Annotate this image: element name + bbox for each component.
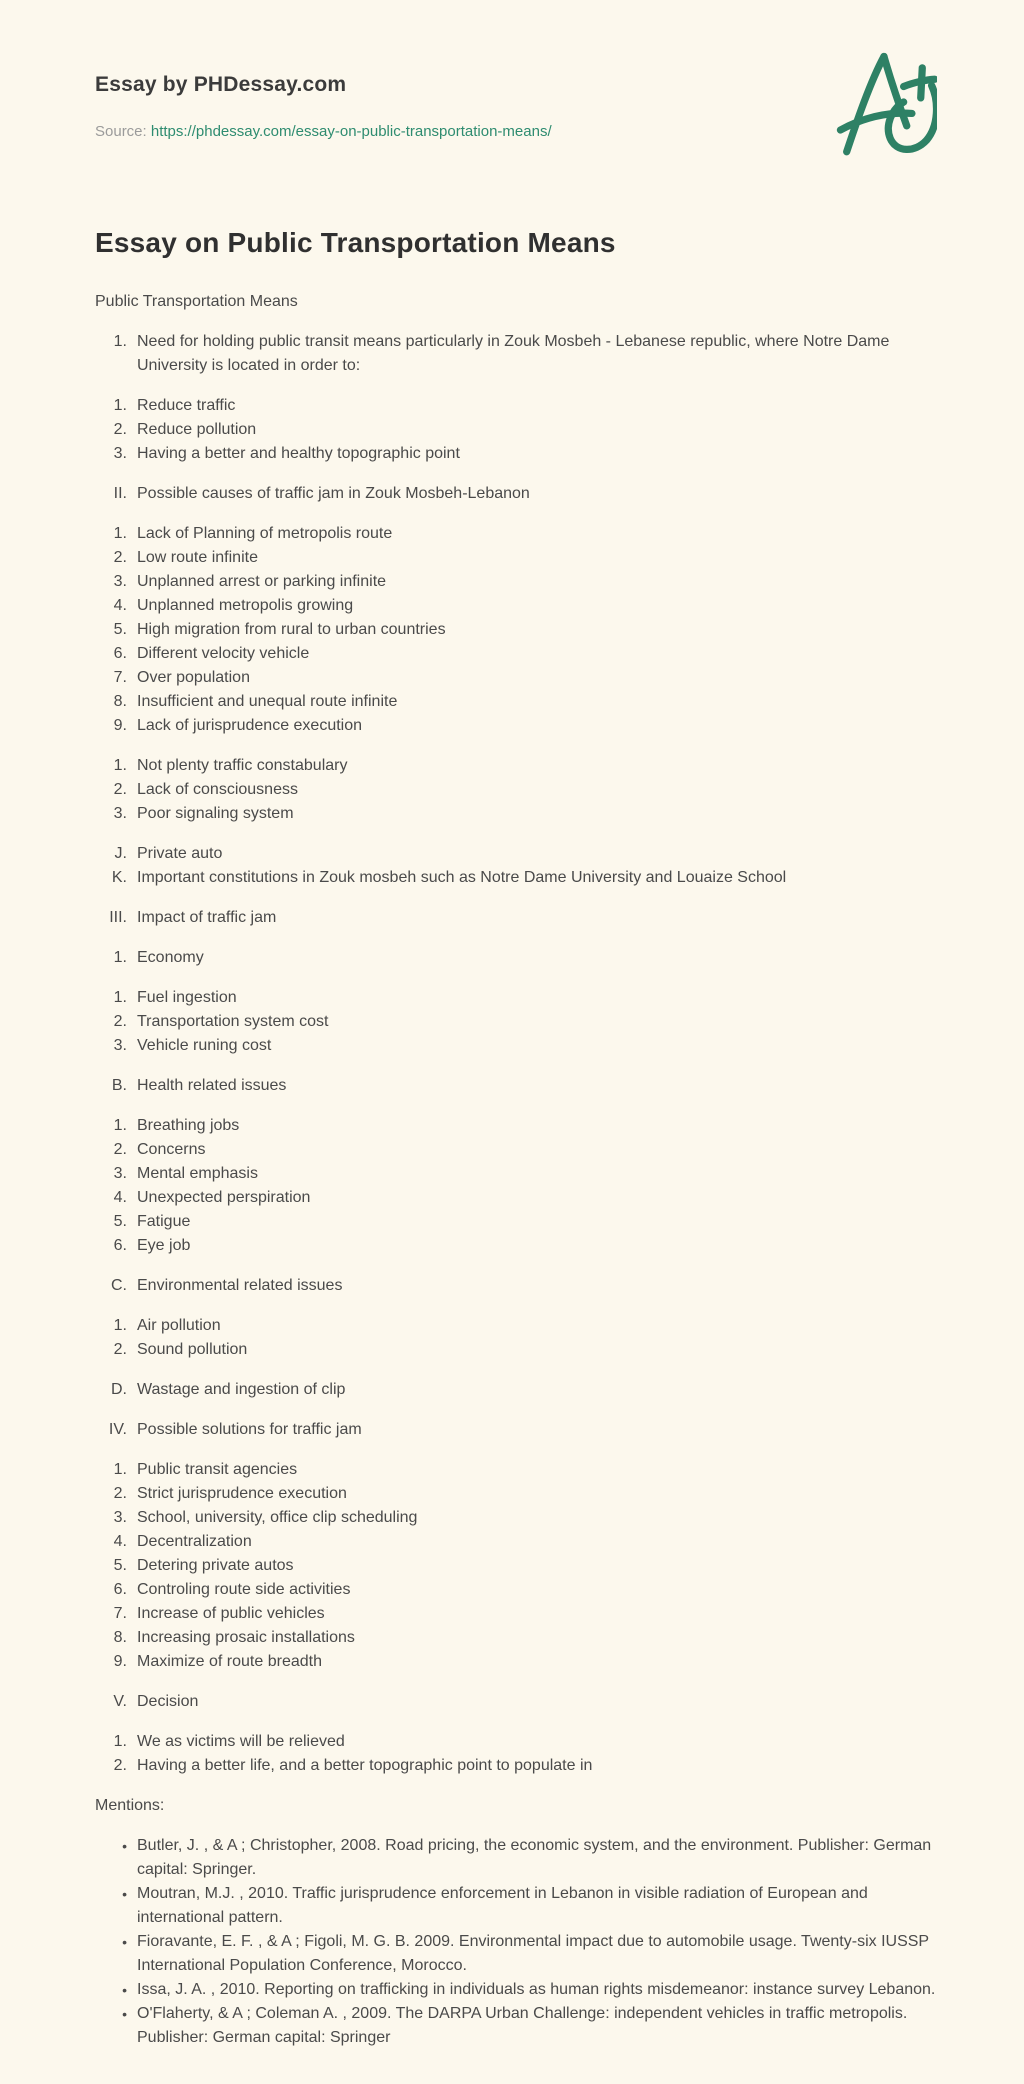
outline-item-marker: 3. (113, 805, 127, 822)
outline-item-marker: 2. (113, 1341, 127, 1358)
outline-group (95, 482, 940, 506)
mentions-group (95, 1834, 940, 2050)
outline-item-text: School, university, office clip scheduling (137, 1509, 418, 1526)
outline-item (95, 1506, 940, 1530)
outline-group (95, 1114, 940, 1258)
outline-item-marker: B. (111, 1077, 127, 1094)
outline-item-text: Decentralization (137, 1533, 252, 1550)
outline-item (95, 778, 940, 802)
outline-group (95, 1314, 940, 1362)
outline-item-marker: 8. (113, 693, 127, 710)
outline-item (95, 1186, 940, 1210)
outline-item-text: Lack of jurisprudence execution (137, 717, 363, 734)
outline-item (95, 1162, 940, 1186)
outline-item (95, 1010, 940, 1034)
mention-item-marker: • (122, 1886, 127, 1902)
outline-item (95, 1210, 940, 1234)
outline-item-text: Environmental related issues (137, 1277, 343, 1294)
outline-item-marker: 1. (113, 1733, 127, 1750)
source-label: Source: (95, 123, 147, 140)
page-title: Essay on Public Transportation Means (95, 227, 616, 258)
mention-item-text: O'Flaherty, & A ; Coleman A. , 2009. The DARPA Urban Challenge: independent vehicles in traffic metropolis. Publisher: German capital: Springer (137, 2005, 908, 2046)
outline-item-marker: 2. (113, 1141, 127, 1158)
outline-item-text: High migration from rural to urban countries (137, 621, 446, 638)
outline-item (95, 1074, 940, 1098)
outline-item-text: Vehicle runing cost (137, 1037, 272, 1054)
outline-item-text: Strict jurisprudence execution (137, 1485, 347, 1502)
outline-item-text: Lack of consciousness (137, 781, 298, 798)
outline-item (95, 1314, 940, 1338)
outline-item-marker: D. (111, 1381, 127, 1398)
outline-item-marker: 9. (113, 1653, 127, 1670)
mention-item-text: Moutran, M.J. , 2010. Traffic jurisprudence enforcement in Lebanon in visible radiation of European and international pattern. (137, 1885, 868, 1926)
mention-item (95, 1978, 940, 2002)
outline-item (95, 418, 940, 442)
outline-item-marker: 5. (113, 1557, 127, 1574)
outline-item (95, 906, 940, 930)
mention-item (95, 1930, 940, 1978)
outline-group (95, 1730, 940, 1778)
outline-item (95, 866, 940, 890)
outline-item-text: Poor signaling system (137, 805, 294, 822)
source-link[interactable]: https://phdessay.com/essay-on-public-transportation-means/ (150, 123, 552, 140)
mention-item-marker: • (122, 2006, 127, 2022)
outline-group (95, 1074, 940, 1098)
outline-item (95, 1338, 940, 1362)
outline-item (95, 1650, 940, 1674)
outline-item (95, 546, 940, 570)
outline-item-text: Low route infinite (137, 549, 258, 566)
outline-item-marker: III. (109, 909, 127, 926)
outline-item-text: Having a better life, and a better topographic point to populate in (137, 1757, 593, 1774)
outline-item (95, 1034, 940, 1058)
outline-item-marker: 3. (113, 445, 127, 462)
outline-item-text: Fatigue (137, 1213, 191, 1230)
outline-item-text: Decision (137, 1693, 199, 1710)
outline-group (95, 906, 940, 930)
outline-item-text: Breathing jobs (137, 1117, 240, 1134)
outline-item-marker: 1. (113, 1317, 127, 1334)
outline-item-marker: 2. (113, 781, 127, 798)
outline-item-marker: 1. (113, 333, 127, 350)
outline-item (95, 690, 940, 714)
outline-item (95, 1530, 940, 1554)
document-header (95, 70, 940, 144)
source-line (95, 120, 940, 144)
outline-item-marker: 2. (113, 421, 127, 438)
outline-item-marker: V. (113, 1693, 127, 1710)
outline-item (95, 570, 940, 594)
outline-item-marker: 6. (113, 1581, 127, 1598)
outline-item-text: Air pollution (137, 1317, 221, 1334)
outline-group (95, 1378, 940, 1402)
outline-item (95, 1626, 940, 1650)
outline-item-marker: 5. (113, 621, 127, 638)
outline-item (95, 1578, 940, 1602)
outline-item-marker: 2. (113, 549, 127, 566)
outline-item-text: Having a better and healthy topographic point (137, 445, 460, 462)
outline-item-marker: 1. (113, 1461, 127, 1478)
outline-item (95, 1554, 940, 1578)
outline-item (95, 482, 940, 506)
outline-item-marker: 1. (113, 1117, 127, 1134)
outline-item (95, 330, 940, 378)
outline-item-text: Lack of Planning of metropolis route (137, 525, 393, 542)
outline-item (95, 1482, 940, 1506)
outline-group (95, 522, 940, 738)
outline-item-marker: 3. (113, 1037, 127, 1054)
outline-item-text: Maximize of route breadth (137, 1653, 322, 1670)
outline-item-text: Economy (137, 949, 204, 966)
outline-group (95, 1274, 940, 1298)
outline-item-marker: 2. (113, 1013, 127, 1030)
outline-item (95, 1114, 940, 1138)
outline-item-text: Possible causes of traffic jam in Zouk Mosbeh-Lebanon (137, 485, 530, 502)
outline-item-marker: 6. (113, 1237, 127, 1254)
outline-item-text: Insufficient and unequal route infinite (137, 693, 398, 710)
outline-item-text: Controling route side activities (137, 1581, 351, 1598)
outline-item-marker: 7. (113, 669, 127, 686)
mention-item-text: Butler, J. , & A ; Christopher, 2008. Road pricing, the economic system, and the environment. Publisher: German capital: Springer. (137, 1837, 932, 1878)
outline-item (95, 1730, 940, 1754)
outline-item-marker: 3. (113, 573, 127, 590)
outline-item (95, 666, 940, 690)
outline-item-text: Concerns (137, 1141, 206, 1158)
outline-item (95, 594, 940, 618)
mention-item-marker: • (122, 1934, 127, 1950)
outline-item-text: Mental emphasis (137, 1165, 258, 1182)
outline-item-marker: 1. (113, 989, 127, 1006)
outline-item-text: Reduce pollution (137, 421, 257, 438)
outline-item-text: Unexpected perspiration (137, 1189, 311, 1206)
outline-item (95, 1458, 940, 1482)
outline-item-text: Private auto (137, 845, 223, 862)
outline-item (95, 1418, 940, 1442)
outline-item-marker: 3. (113, 1165, 127, 1182)
outline-item (95, 946, 940, 970)
outline-item-text: Over population (137, 669, 250, 686)
outline-group (95, 986, 940, 1058)
outline-item-marker: 5. (113, 1213, 127, 1230)
outline-item (95, 1378, 940, 1402)
mention-item-text: Fioravante, E. F. , & A ; Figoli, M. G. B. 2009. Environmental impact due to automobile usage. Twenty-six IUSSP International Population Conference, Morocco. (137, 1933, 929, 1974)
outline-group (95, 394, 940, 466)
outline-item (95, 394, 940, 418)
outline-item-text: Transportation system cost (137, 1013, 329, 1030)
outline-item (95, 1754, 940, 1778)
outline-item (95, 1274, 940, 1298)
outline-item-text: Important constitutions in Zouk mosbeh such as Notre Dame University and Louaize School (137, 869, 787, 886)
mention-item (95, 1834, 940, 1882)
outline-item-marker: 6. (113, 645, 127, 662)
outline-item-text: Reduce traffic (137, 397, 236, 414)
outline-item (95, 442, 940, 466)
mentions-list (95, 1834, 940, 2050)
outline-item-text: Health related issues (137, 1077, 287, 1094)
outline-item-marker: 4. (113, 1189, 127, 1206)
outline-group (95, 1418, 940, 1442)
outline-item-marker: 3. (113, 1509, 127, 1526)
outline-item-text: Possible solutions for traffic jam (137, 1421, 362, 1438)
outline-item-text: Fuel ingestion (137, 989, 237, 1006)
outline-item-text: Impact of traffic jam (137, 909, 277, 926)
outline-group (95, 842, 940, 890)
outline-item-text: Increase of public vehicles (137, 1605, 325, 1622)
outline-item-marker: 2. (113, 1485, 127, 1502)
outline-item-marker: 2. (113, 1757, 127, 1774)
outline-item-marker: 4. (113, 597, 127, 614)
outline-item (95, 714, 940, 738)
outline-item-marker: 7. (113, 1605, 127, 1622)
outline-item-marker: 1. (113, 525, 127, 542)
outline-item-text: Sound pollution (137, 1341, 248, 1358)
outline-item (95, 1138, 940, 1162)
article-subtitle: Public Transportation Means (95, 293, 298, 310)
outline-item-text: We as victims will be relieved (137, 1733, 345, 1750)
outline-item (95, 1690, 940, 1714)
outline-item-text: Unplanned arrest or parking infinite (137, 573, 387, 590)
outline-item (95, 802, 940, 826)
outline-item (95, 618, 940, 642)
outline-item (95, 986, 940, 1010)
outline-item (95, 1234, 940, 1258)
outline-item-text: Public transit agencies (137, 1461, 298, 1478)
mention-item-marker: • (122, 1838, 127, 1854)
outline-item-marker: 4. (113, 1533, 127, 1550)
outline-item (95, 642, 940, 666)
outline-item-marker: J. (114, 845, 127, 862)
outline-group (95, 946, 940, 970)
outline-item (95, 522, 940, 546)
outline-group (95, 754, 940, 826)
outline-item-text: Unplanned metropolis growing (137, 597, 354, 614)
outline-item-marker: 9. (113, 717, 127, 734)
outline-item-text: Detering private autos (137, 1557, 294, 1574)
outline-group (95, 1458, 940, 1674)
outline-item (95, 842, 940, 866)
outline-group (95, 1690, 940, 1714)
outline-item-marker: 8. (113, 1629, 127, 1646)
outline-item-text: Increasing prosaic installations (137, 1629, 355, 1646)
outline-item-text: Need for holding public transit means particularly in Zouk Mosbeh - Lebanese republic, where Notre Dame University is located in order to: (137, 333, 890, 374)
outline-item-text: Different velocity vehicle (137, 645, 310, 662)
outline-item-marker: 1. (113, 397, 127, 414)
outline-item (95, 1602, 940, 1626)
outline-item (95, 754, 940, 778)
outline-item-marker: IV. (108, 1421, 127, 1438)
provider-title: Essay by PHDessay.com (95, 73, 347, 96)
essay-outline (95, 330, 940, 1778)
outline-item-marker: C. (111, 1277, 127, 1294)
outline-group (95, 330, 940, 378)
outline-item-text: Eye job (137, 1237, 191, 1254)
mention-item-marker: • (122, 1982, 127, 1998)
outline-item-marker: II. (113, 485, 127, 502)
mention-item (95, 2002, 940, 2050)
outline-item-text: Wastage and ingestion of clip (137, 1381, 346, 1398)
outline-item-marker: K. (111, 869, 127, 886)
mentions-label: Mentions: (95, 1797, 165, 1814)
outline-item-marker: 1. (113, 757, 127, 774)
outline-item-marker: 1. (113, 949, 127, 966)
outline-item-text: Not plenty traffic constabulary (137, 757, 348, 774)
mention-item-text: Issa, J. A. , 2010. Reporting on trafficking in individuals as human rights misdemeanor: instance survey Lebanon. (137, 1981, 936, 1998)
mention-item (95, 1882, 940, 1930)
